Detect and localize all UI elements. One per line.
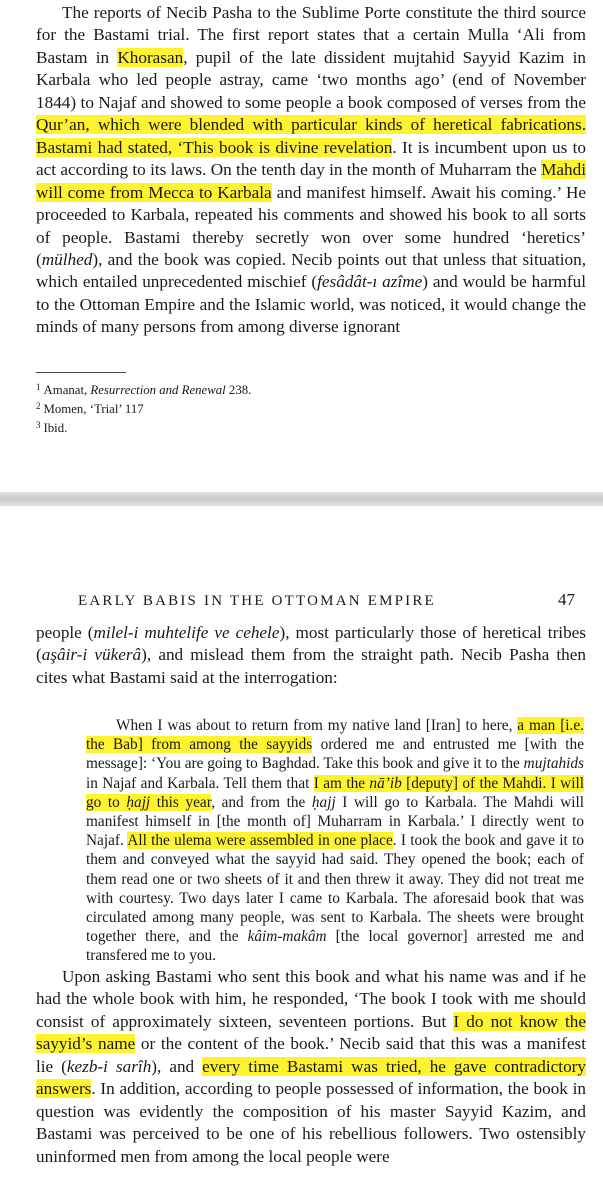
text-run: ), and the book was copied. Necib points out that unless that situation, which entailed unprecedented mischief ( (36, 249, 586, 292)
text-run: Upon asking Bastami who sent this book and what his name was and if he had the whole book with him, he responded, ‘The book I took with me should consist of approximately sixteen, seventeen portions. But (36, 967, 586, 1031)
italic-term: milel-i muhtelife ve cehele (93, 623, 280, 642)
text-run: I am the (313, 774, 370, 792)
highlight: I do not know the sayyid’s name (36, 1011, 586, 1054)
highlight: Khorasan (117, 47, 184, 67)
top-page-scan (0, 0, 603, 492)
paragraph-bastami-answers (36, 966, 586, 1168)
footnote-text: Amanat, (43, 383, 91, 397)
footnote-text: Ibid. (43, 420, 68, 435)
footnote-text: Momen, ‘Trial’ 117 (43, 401, 144, 416)
paragraph-necib-reports (36, 2, 586, 339)
highlight: Qur’an, which were blended with particular kinds of heretical fabrications. Bastami had stated, ‘This book is divine revelation (36, 115, 586, 157)
text-run: this year (150, 793, 212, 811)
italic-term: kâim-makâm (247, 928, 327, 946)
text-run: ordered me and entrusted me [with the message]: ‘You are going to Baghdad. Take this book and give it to the (86, 736, 584, 773)
text-run: , pupil of the late dissident mujtahid Sayyid Kazim in Karbala who led people astray, came ‘two months ago’ (end of November 1844) to Najaf and showed to some people a book composed of verses from the (36, 47, 586, 112)
running-head (0, 590, 603, 616)
text-run: . I took the book and gave it to them and conveyed what the sayyid had said. They opened the book; each of them read one or two sheets of it and then threw it away. They did not treat me with courtesy. Two days later I came to Karbala. The aforesaid book that was circulated among many people, was sent to Karbala. The sheets were brought together there, and the (86, 832, 584, 946)
footnote-title: Resurrection and Renewal (90, 383, 226, 397)
text-run: or the content of the book.’ Necib said that this was a manifest lie ( (36, 1034, 586, 1076)
highlight: All the ulema were assembled in one place (127, 832, 393, 850)
paragraph-continuation (36, 622, 586, 689)
text-run: [the local governor] arrested me and transfered me to you. (86, 928, 584, 965)
footnotes (36, 380, 556, 436)
text-run: ), and mislead them from the straight path. Necib Pasha then cites what Bastami said at the interrogation: (36, 645, 586, 687)
text-run: [deputy] of the Mahdi. I will go to (86, 774, 584, 811)
italic-term: mülhed (41, 249, 93, 269)
footnote-1 (36, 380, 556, 399)
italic-term: fesâdât-ı azîme (317, 272, 423, 292)
text-run: When I was about to return from my native land [Iran] to here, (116, 717, 518, 734)
text-run: . In addition, according to people possessed of information, the book in question was evidently the composition of his master Sayyid Kazim, and Bastami was perceived to be one of his rebellious followers. Two ostensibly uninformed men from among the local people were (36, 1079, 586, 1166)
italic-term: ḥajj (126, 793, 151, 811)
italic-term: nā’ib (369, 774, 402, 792)
footnote-number: 2 (36, 400, 41, 411)
text-run: and manifest himself. Await his coming.’ He proceeded to Karbala, repeated his comments and showed his book to all sorts of people. Bastami thereby secretly won over some hundred ‘heretics’ ( (36, 182, 586, 269)
block-quote-interrogation (86, 716, 584, 966)
text-run: people ( (36, 623, 94, 642)
italic-term: ḥajj (311, 793, 336, 811)
page-number: 47 (558, 590, 575, 609)
footnote-number: 1 (36, 382, 41, 392)
footnote-2 (36, 399, 556, 418)
highlight: a man [i.e. the Bab] from among the sayyids (86, 717, 584, 754)
text-run: in Najaf and Karbala. Tell them that (86, 774, 314, 792)
footnote-rule (36, 372, 126, 373)
footnote-text: 238. (225, 383, 252, 397)
italic-term: kezb-i sarîh (66, 1056, 152, 1076)
page-divider (0, 492, 603, 506)
text-run: ) and would be harmful to the Ottoman Empire and the Islamic world, was noticed, it would change the minds of many persons from among diverse ignorant (36, 272, 587, 337)
text-run: ), and (151, 1056, 203, 1076)
running-head-title: EARLY BABIS IN THE OTTOMAN EMPIRE (78, 593, 436, 609)
italic-term: mujtahids (523, 755, 584, 773)
text-run: . It is incumbent upon us to act according to its laws. On the tenth day in the month of Muharram the (36, 137, 586, 180)
highlight: every time Bastami was tried, he gave contradictory answers (36, 1056, 586, 1099)
text-run: ), most particularly those of heretical tribes ( (36, 623, 586, 665)
footnote-3 (36, 418, 556, 437)
text-run: , and from the (211, 793, 312, 811)
highlight: Mahdi will come from Mecca to Karbala (36, 160, 586, 202)
footnote-number: 3 (36, 419, 41, 430)
text-run: I will go to Karbala. The Mahdi will manifest himself in [the month of] Muharram in Karbala.’ I directly went to Najaf. (86, 793, 585, 850)
italic-term: aşâir-i vükerâ (41, 645, 142, 665)
text-run: The reports of Necib Pasha to the Sublime Porte constitute the third source for the Bastami trial. The first report states that a certain Mulla ‘Ali from Bastam in (36, 3, 586, 67)
